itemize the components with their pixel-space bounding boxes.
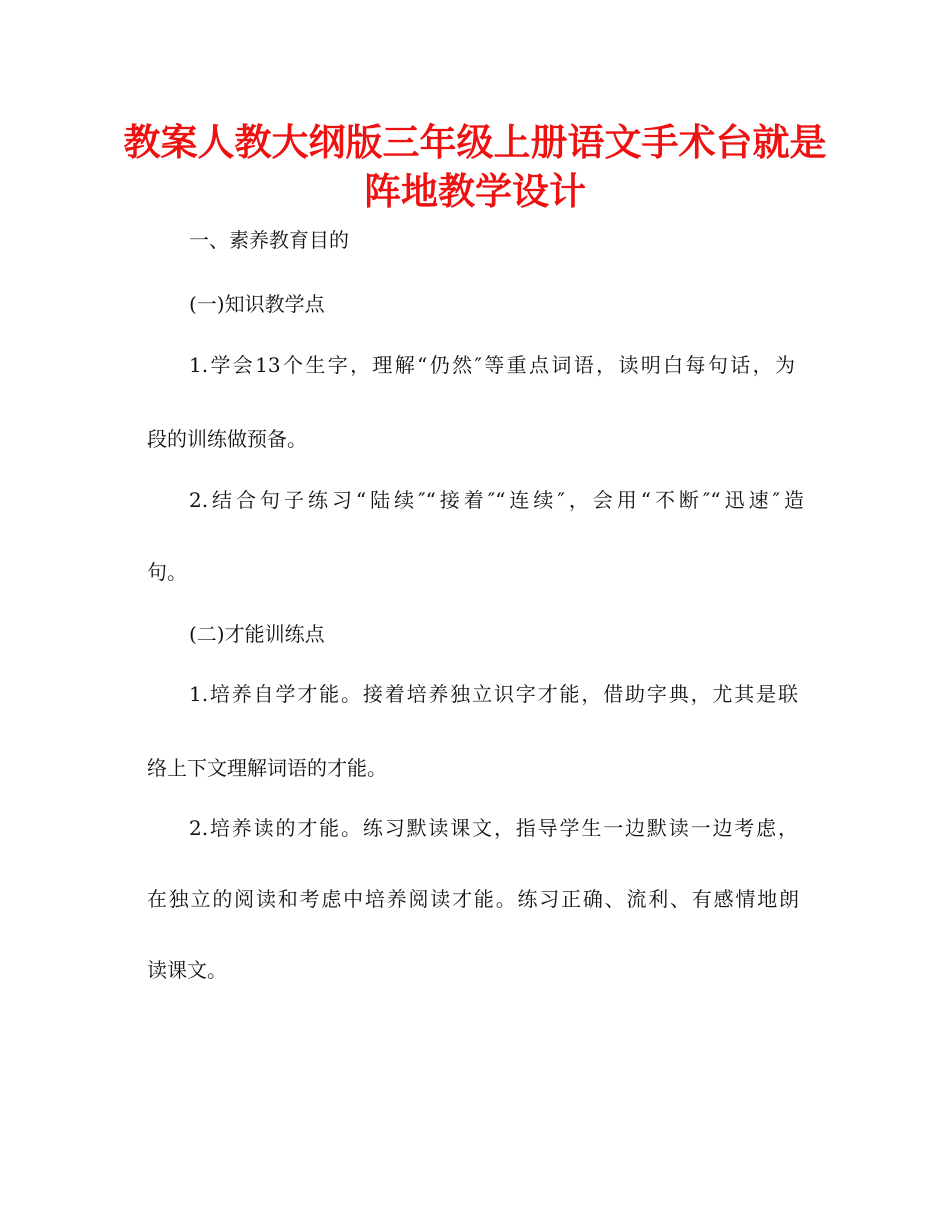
document-title: 教案人教大纲版三年级上册语文手术台就是阵地教学设计 (123, 121, 827, 213)
paragraph-line: 段的训练做预备。 (147, 427, 307, 451)
paragraph-line: 在独立的阅读和考虑中培养阅读才能。练习正确、流利、有感情地朗 (147, 887, 799, 911)
paragraph-line: 1.学会13个生字，理解“仍然″等重点词语，读明白每句话，为 (189, 353, 795, 377)
paragraph-line: 句。 (147, 560, 187, 584)
paragraph-line: 2.结合句子练习“陆续″“接着″“连续″，会用“不断″“迅速″造 (189, 488, 804, 512)
paragraph-line: 络上下文理解词语的才能。 (147, 756, 387, 780)
subsection-heading-knowledge: (一)知识教学点 (189, 292, 325, 316)
section-heading-goals: 一、素养教育目的 (189, 228, 349, 252)
paragraph-line: 读课文。 (147, 958, 227, 982)
paragraph-line: 2.培养读的才能。练习默读课文，指导学生一边默读一边考虑， (189, 816, 798, 840)
paragraph-line: 1.培养自学才能。接着培养独立识字才能，借助字典，尤其是联 (189, 682, 798, 706)
subsection-heading-skills: (二)才能训练点 (189, 622, 325, 646)
